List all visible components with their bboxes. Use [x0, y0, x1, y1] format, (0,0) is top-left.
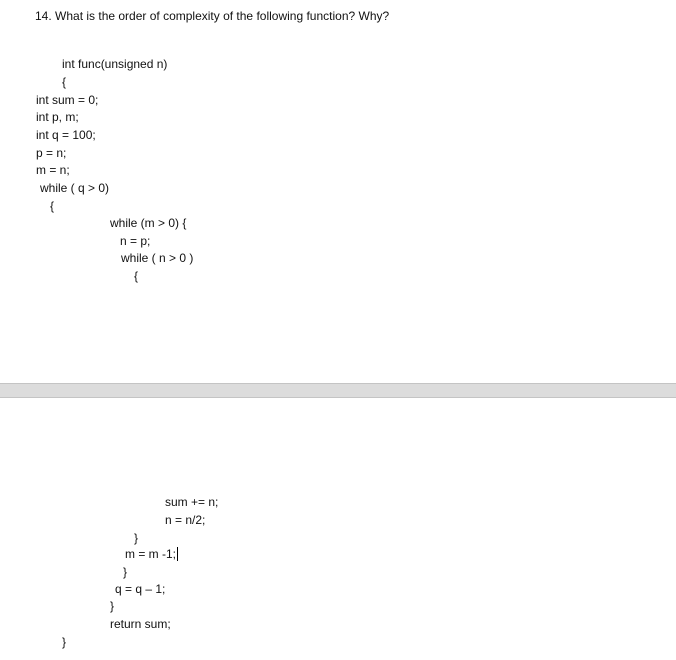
code-line-decl-q: int q = 100;	[36, 128, 96, 142]
page-break	[0, 383, 676, 398]
code-text-dec-m: m = m -1;	[125, 547, 177, 561]
code-line-while-q: while ( q > 0)	[40, 181, 110, 195]
code-line-dec-q: q = q – 1;	[115, 582, 166, 596]
code-line-decl-pm: int p, m;	[36, 110, 79, 124]
code-line-halve-n: n = n/2;	[165, 513, 206, 527]
code-line-close-while-n: }	[134, 531, 139, 545]
code-line-assign-m: m = n;	[36, 163, 70, 177]
code-line-signature: int func(unsigned n)	[62, 57, 168, 71]
document-page-2	[0, 398, 676, 660]
question-heading: 14. What is the order of complexity of the following function? Why?	[35, 9, 390, 23]
code-line-decl-sum: int sum = 0;	[36, 93, 99, 107]
code-line-while-m: while (m > 0) {	[110, 216, 187, 230]
code-line-while-n: while ( n > 0 )	[121, 251, 194, 265]
text-cursor	[177, 547, 178, 561]
code-line-assign-n: n = p;	[120, 234, 151, 248]
code-line-return: return sum;	[110, 617, 171, 631]
code-line-sum-add: sum += n;	[165, 495, 219, 509]
code-line-close-while-m: }	[123, 565, 128, 579]
code-line-open-while-q: {	[50, 199, 55, 213]
code-line-close-func: }	[62, 635, 67, 649]
code-line-dec-m[interactable]	[125, 547, 178, 561]
code-line-open-brace: {	[62, 75, 67, 89]
code-line-close-while-q: }	[110, 599, 115, 613]
code-line-assign-p: p = n;	[36, 146, 67, 160]
code-line-open-while-n: {	[134, 269, 139, 283]
